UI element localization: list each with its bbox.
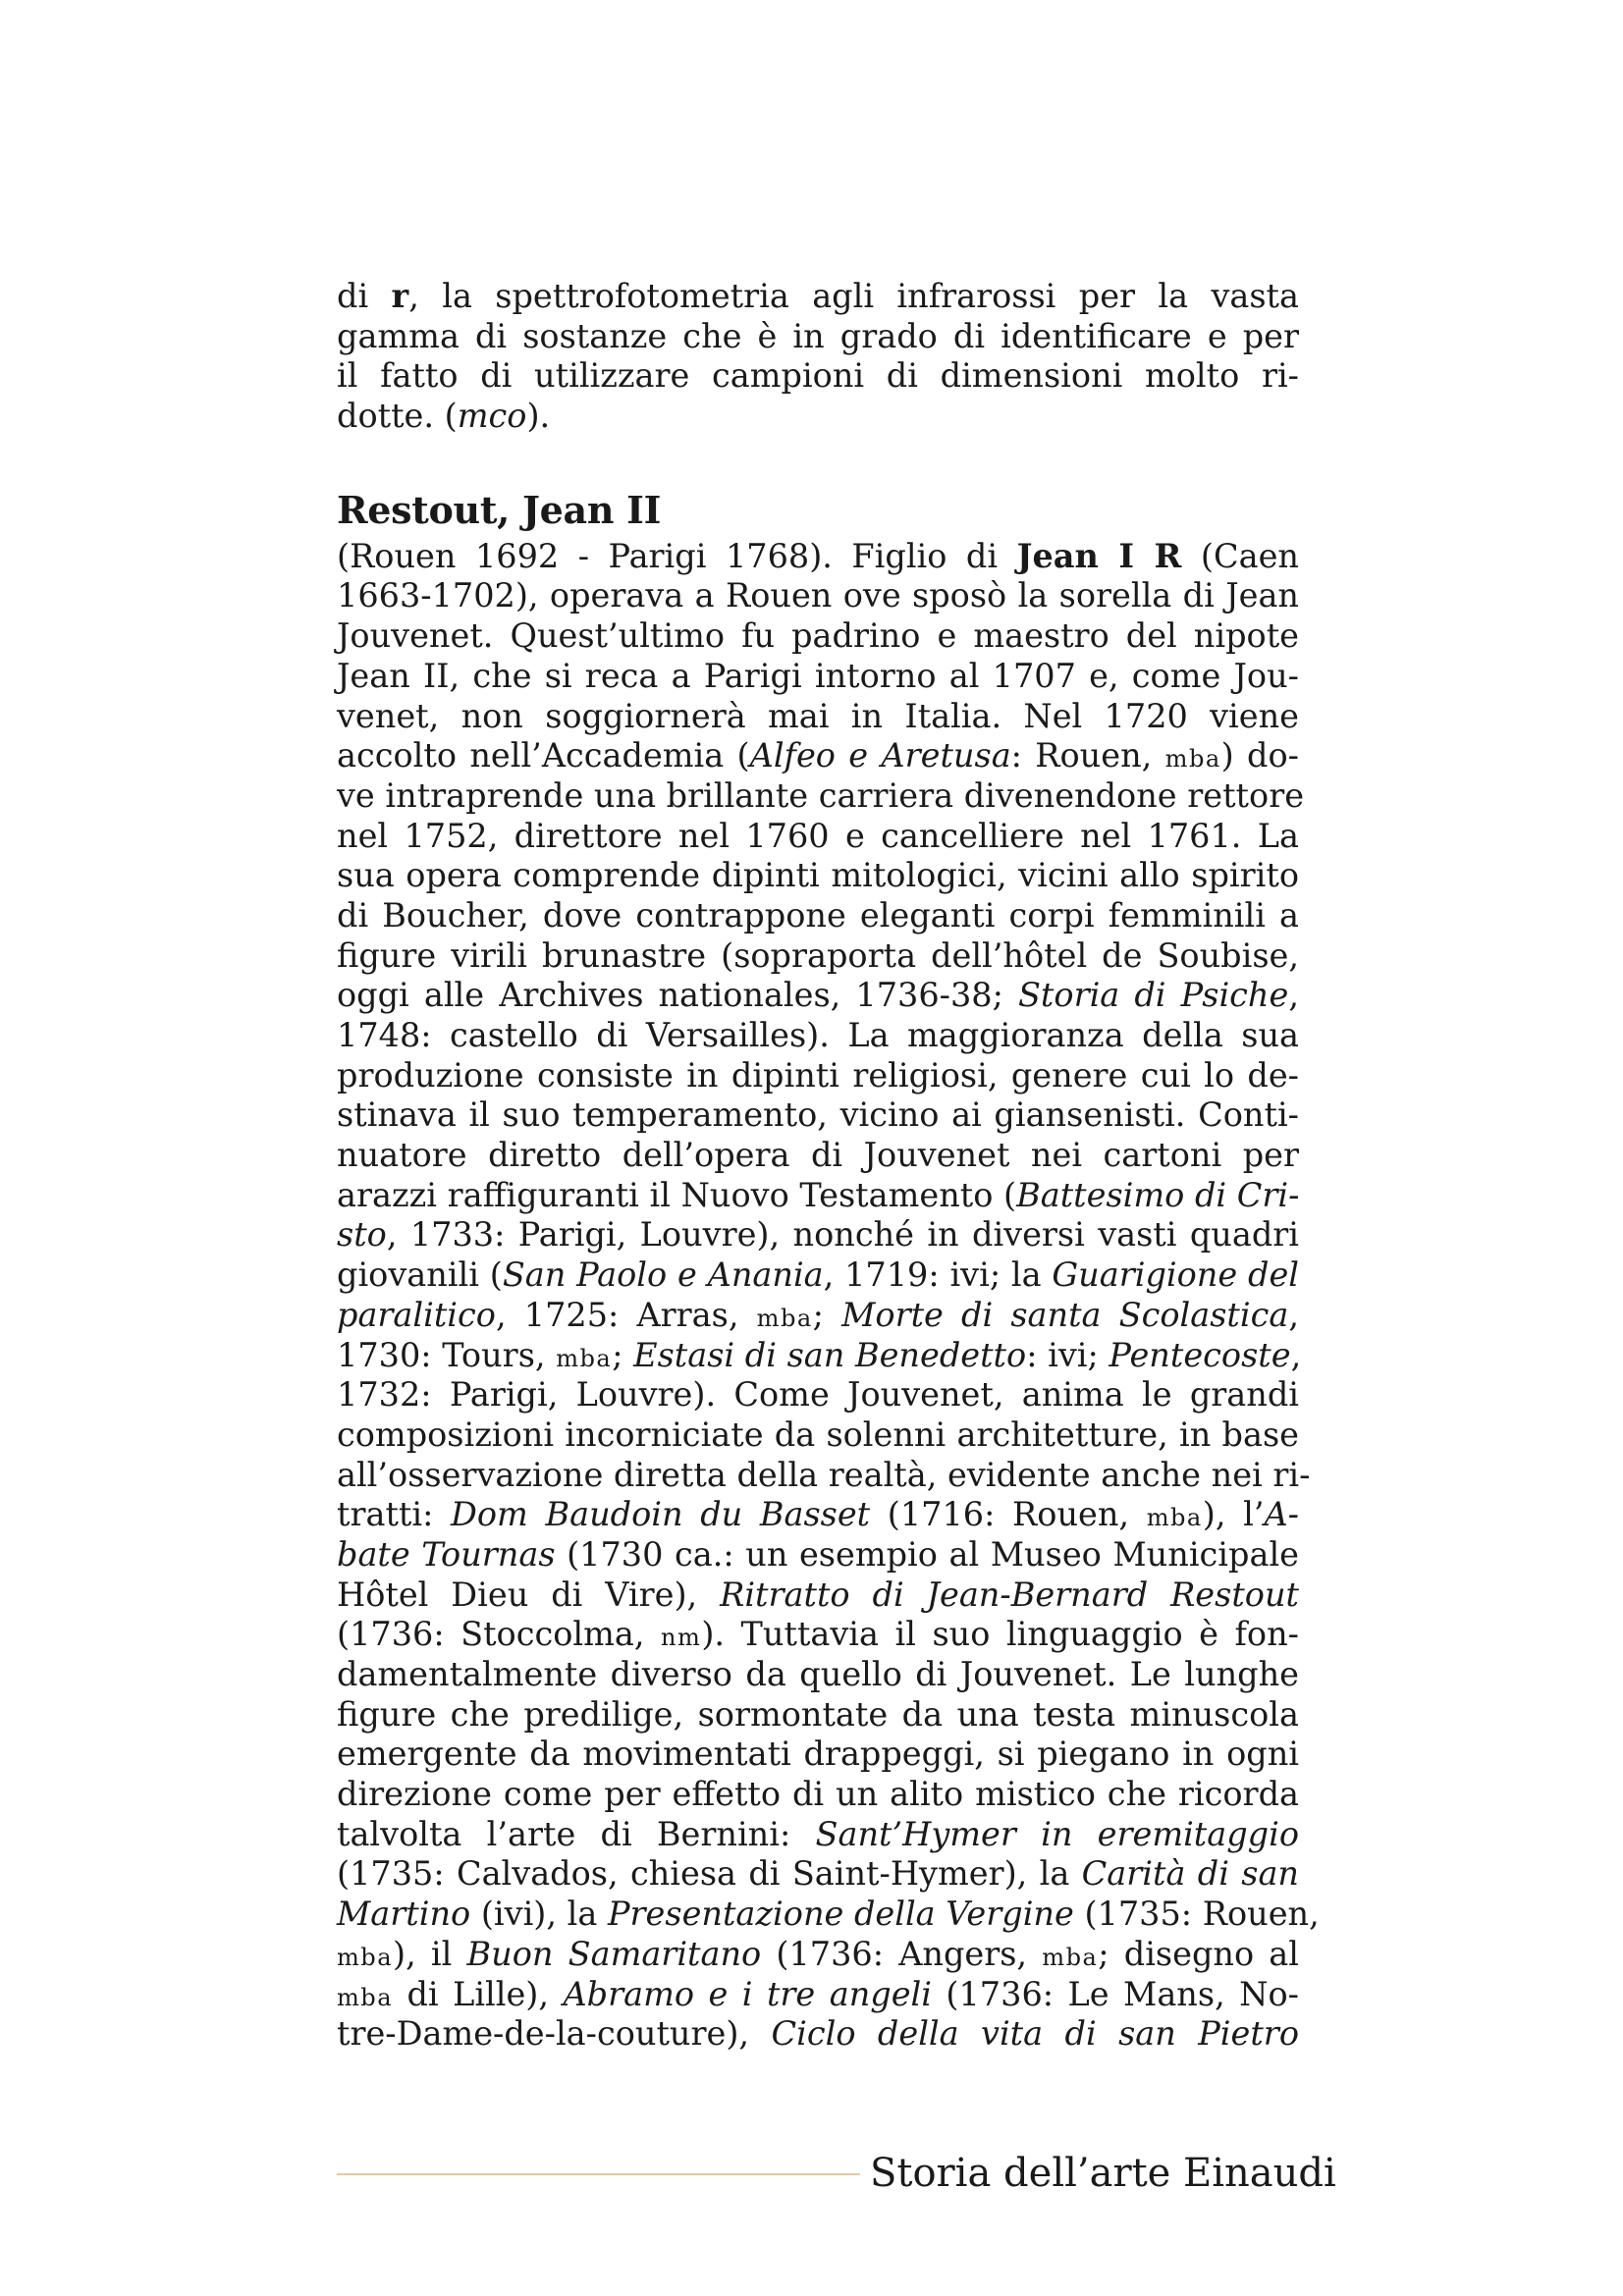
artwork-title: Storia di Psiche (1017, 976, 1289, 1015)
text-line (337, 537, 1299, 577)
previous-entry-text (337, 277, 1299, 437)
text-run: (1735: Rouen, (1073, 1895, 1320, 1934)
text-line: produzione consiste in dipinti religiosi, genere cui lo de- (337, 1055, 1299, 1095)
text-run: (1716: Rouen, (870, 1495, 1147, 1534)
entry-body (337, 536, 1320, 2055)
text-run: : ivi; (1026, 1335, 1109, 1374)
text-line (337, 1854, 1299, 1895)
text-line: venet, non soggiornerà mai in Italia. Nel 1720 viene (337, 696, 1299, 735)
text-run: , (1288, 1295, 1299, 1334)
text-run: ), l’ (1202, 1495, 1265, 1534)
text-run: dotte. ( (337, 397, 458, 436)
text-run: , 1733: Parigi, Louvre), nonché in diversi vasti quadri (386, 1215, 1299, 1255)
text-line: nel 1752, direttore nel 1760 e cancelliere nel 1761. La (337, 816, 1299, 855)
text-run: giovanili ( (337, 1255, 503, 1295)
text-line (337, 976, 1299, 1016)
text-line (337, 277, 1299, 317)
artwork-title: bate Tournas (337, 1534, 556, 1574)
text-line: 1663-1702), operava a Rouen ove sposò la sorella di Jean (337, 576, 1299, 615)
text-run-bold: Jean I R (1016, 536, 1182, 575)
text-line (337, 1975, 1299, 2015)
text-run: ). Tuttavia il suo linguaggio è fon- (701, 1615, 1299, 1654)
text-run: , 1719: ivi; la (823, 1255, 1053, 1295)
text-run: , 1725: Arras, (495, 1295, 757, 1334)
text-line (337, 1535, 1299, 1575)
text-run: ; disegno al (1098, 1934, 1299, 1973)
artwork-title: Abramo e i tre angeli (563, 1974, 932, 2013)
text-line (337, 397, 1299, 437)
author-initials: mco (457, 397, 527, 436)
text-run: , la spettrofotometria agli infrarossi per la vasta (408, 277, 1299, 315)
artwork-title: Dom Baudoin du Basset (451, 1495, 871, 1534)
artwork-title: Guarigione del (1052, 1255, 1299, 1295)
text-line (337, 1176, 1299, 1216)
text-run: (Rouen 1692 - Parigi 1768). Figlio di (337, 536, 1017, 575)
text-line: gamma di sostanze che è in grado di identificare e per (337, 316, 1299, 355)
text-run: (1730 ca.: un esempio al Museo Municipale (555, 1534, 1299, 1574)
text-line: ve intraprende una brillante carriera divenendone rettore (337, 775, 1305, 815)
text-line (337, 1575, 1299, 1616)
text-line: il fatto di utilizzare campioni di dimensioni molto ri- (337, 356, 1299, 396)
text-run: (1736: Angers, (761, 1934, 1043, 1973)
text-line (337, 1215, 1299, 1255)
text-line: figure virili brunastre (sopraporta dell’hôtel de Soubise, (337, 935, 1299, 975)
text-line: sua opera comprende dipinti mitologici, vicini allo spirito (337, 856, 1299, 895)
text-run: talvolta l’arte di Bernini: (337, 1814, 816, 1853)
text-run: tre-Dame-de-la-couture), (337, 2014, 772, 2054)
artwork-title: Battesimo di Cri- (1016, 1175, 1300, 1214)
artwork-title: San Paolo e Anania (502, 1255, 824, 1295)
text-run: Hôtel Dieu di Vire), (337, 1575, 721, 1614)
artwork-title: Presentazione della Vergine (608, 1895, 1074, 1934)
text-line: stinava il suo temperamento, vicino ai giansenisti. Conti- (337, 1095, 1299, 1135)
text-run: ). (526, 397, 551, 436)
abbreviation: mba (756, 1304, 813, 1332)
text-run: , (1290, 1335, 1302, 1374)
text-line: direzione come per effetto di un alito mistico che ricorda (337, 1775, 1299, 1814)
abbreviation: mba (337, 1943, 394, 1971)
text-line: 1732: Parigi, Louvre). Come Jouvenet, anima le grandi (337, 1375, 1299, 1415)
text-run: ; (612, 1335, 634, 1374)
artwork-title: paralitico (337, 1295, 496, 1334)
artwork-title: Estasi di san Benedetto (633, 1335, 1027, 1374)
text-run: ), il (393, 1934, 467, 1973)
artwork-title: Martino (337, 1895, 471, 1934)
text-run: ; (812, 1295, 842, 1334)
text-line: Jouvenet. Quest’ultimo fu padrino e maestro del nipote (337, 616, 1299, 656)
text-line: 1748: castello di Versailles). La maggioranza della sua (337, 1016, 1299, 1054)
abbreviation: nm (661, 1624, 702, 1652)
text-line: composizioni incorniciate da solenni architetture, in base (337, 1415, 1299, 1454)
artwork-title: Buon Samaritano (466, 1934, 762, 1973)
footer-title: Storia dell’arte Einaudi (870, 2151, 1336, 2196)
artwork-title: Morte di santa Scolastica (841, 1295, 1289, 1334)
text-run: (ivi), la (470, 1895, 608, 1934)
text-run: , (1288, 976, 1299, 1015)
text-line (337, 736, 1299, 776)
text-line: Jean II, che si reca a Parigi intorno al 1707 e, come Jou- (337, 656, 1299, 695)
abbreviation: mba (1042, 1943, 1099, 1971)
text-run: (1736: Le Mans, No- (931, 1974, 1299, 2013)
text-run: (1735: Calvados, chiesa di Saint-Hymer), la (337, 1854, 1082, 1894)
abbreviation: mba (1146, 1504, 1203, 1532)
text-line (337, 1255, 1299, 1296)
text-line (337, 1895, 1320, 1935)
artwork-title: sto (337, 1215, 387, 1255)
abbreviation: mba (556, 1344, 613, 1372)
text-run: : Rouen, (1010, 736, 1165, 775)
artwork-title: Ritratto di Jean-Bernard Restout (720, 1575, 1299, 1614)
abbreviation: mba (337, 1983, 394, 2011)
text-line: all’osservazione diretta della realtà, evidente anche nei ri- (337, 1455, 1311, 1494)
artwork-title: Carità di san (1081, 1854, 1299, 1894)
text-line: figure che predilige, sormontate da una testa minuscola (337, 1694, 1299, 1734)
text-run-bold: r (391, 277, 409, 315)
text-line: di Boucher, dove contrappone eleganti corpi femminili a (337, 895, 1299, 934)
artwork-title: Pentecoste (1109, 1335, 1291, 1374)
footer-rule (337, 2173, 860, 2175)
artwork-title: Alfeo e Aretusa (749, 736, 1011, 775)
artwork-title: A- (1264, 1495, 1299, 1534)
text-line: nuatore diretto dell’opera di Jouvenet nei cartoni per (337, 1136, 1299, 1175)
text-line (337, 1815, 1299, 1855)
artwork-title: Sant’Hymer in eremitaggio (815, 1814, 1300, 1853)
text-line: emergente da movimentati drappeggi, si piegano in ogni (337, 1735, 1299, 1774)
text-run: accolto nell’Accademia ( (337, 736, 750, 775)
text-line (337, 1296, 1299, 1336)
text-line: damentalmente diverso da quello di Jouvenet. Le lunghe (337, 1655, 1299, 1693)
text-run: di Lille), (393, 1974, 564, 2013)
entry-title: Restout, Jean II (337, 487, 662, 532)
text-run: (1736: Stoccolma, (337, 1615, 662, 1654)
text-run: 1730: Tours, (337, 1335, 557, 1374)
text-run: oggi alle Archives nationales, 1736-38; (337, 976, 1018, 1015)
abbreviation: mba (1164, 745, 1221, 774)
text-run: di (337, 277, 392, 315)
text-line (337, 1335, 1302, 1376)
text-run: arazzi raffiguranti il Nuovo Testamento ( (337, 1175, 1017, 1214)
text-line (337, 2014, 1299, 2055)
artwork-title: Ciclo della vita di san Pietro (771, 2014, 1299, 2054)
text-line (337, 1495, 1299, 1535)
text-run: (Caen (1181, 536, 1299, 575)
text-line (337, 1615, 1299, 1655)
text-line (337, 1935, 1299, 1975)
text-run: tratti: (337, 1495, 452, 1534)
text-run: ) do- (1220, 736, 1299, 775)
page-body (337, 277, 1320, 2055)
